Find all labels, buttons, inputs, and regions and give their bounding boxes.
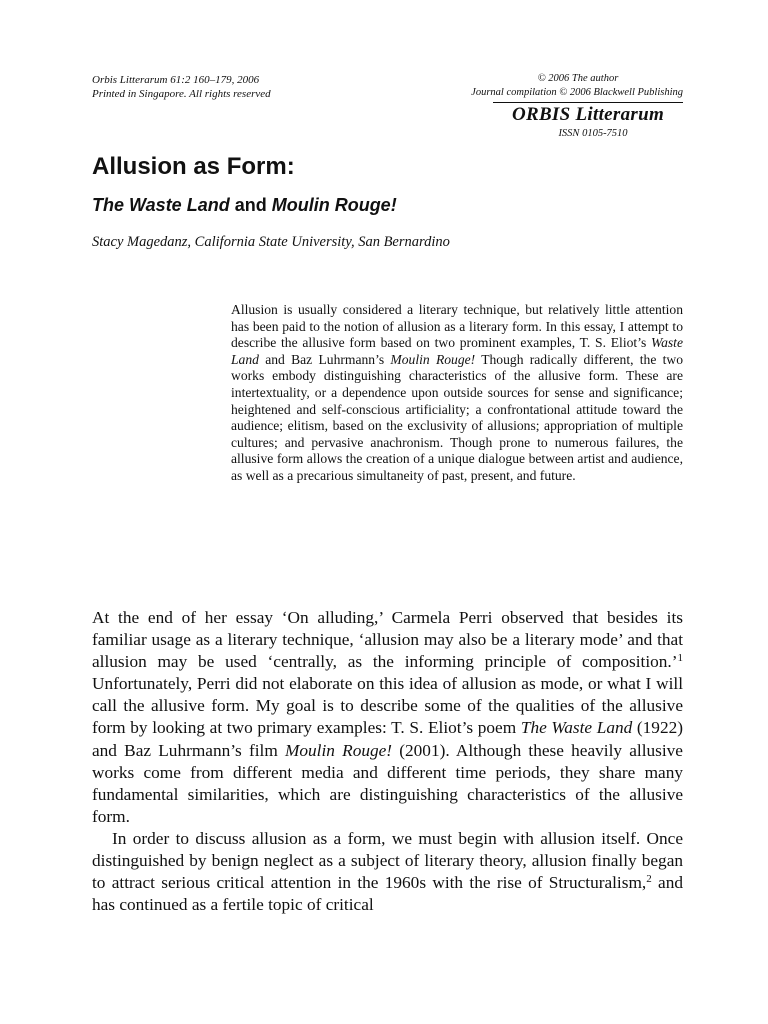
article-subtitle [92, 193, 397, 217]
p1-moulin-rouge: Moulin Rouge! [285, 740, 393, 760]
p1-text-1: At the end of her essay ‘On alluding,’ Carmela Perri observed that besides its familiar usage as a literary technique, ‘allusion may also be a literary mode’ and that allusion may be used ‘centrally, as the informing principle of composition.’ [92, 608, 683, 672]
paragraph-1 [92, 607, 683, 828]
running-header-left [92, 73, 271, 101]
abstract-text-3: Though radically different, the two works embody distinguishing characteristics of the allusive form. These are intertextuality, or a dependence upon outside sources for sense and significance; heightened and self-conscious artificiality; a confrontational attitude toward the audience; elitism, based on the exclusivity of allusions; appropriation of multiple cultures; and pervasive anachronism. Though prone to numerous failures, the allusive form allows the creation of a unique dialogue between artist and audience, as well as a precarious simultaneity of past, present, and future. [231, 351, 684, 483]
printing-notice: Printed in Singapore. All rights reserved [92, 88, 271, 100]
p1-text-3: (1922) and Baz Luhrmann’s film [92, 718, 683, 760]
article-title: Allusion as Form: [92, 153, 295, 180]
body-text [92, 607, 683, 916]
author-copyright: © 2006 The author [537, 73, 619, 84]
subtitle-waste-land: The Waste Land [92, 195, 230, 215]
paragraph-2 [92, 828, 683, 916]
journal-copyright: Journal compilation © 2006 Blackwell Publishing [471, 86, 683, 98]
journal-logo: ORBIS Litterarum [493, 102, 683, 127]
abstract-text-2: and Baz Luhrmann’s [258, 351, 391, 367]
p1-text-2: Unfortunately, Perri did not elaborate on this idea of allusion as mode, or what I will call the allusive form. My goal is to describe some of the qualities of the allusive form by looking at two primary examples: T. S. Eliot’s poem [92, 674, 683, 738]
p1-text-4: (2001). Although these heavily allusive works come from different media and different time periods, they share many fundamental similarities, which are distinguishing characteristics of the allusive form. [92, 740, 683, 826]
abstract-waste-land: Waste Land [231, 335, 683, 367]
author-affiliation: Stacy Magedanz, California State University, San Bernardino [92, 234, 450, 250]
subtitle-moulin-rouge: Moulin Rouge! [271, 195, 397, 215]
p2-text-1: In order to discuss allusion as a form, we must begin with allusion itself. Once distinguished by benign neglect as a subject of literary theory, allusion finally began to attract serious critical attention in the 1960s with the rise of Structuralism, [92, 828, 683, 893]
journal-citation: Orbis Litterarum 61:2 160–179, 2006 [92, 74, 260, 86]
footnote-ref-2[interactable]: 2 [646, 873, 652, 886]
p1-waste-land: The Waste Land [520, 718, 633, 738]
abstract-text-1: Allusion is usually considered a literary technique, but relatively little attention has been paid to the notion of allusion as a literary form. In this essay, I attempt to describe the allusive form based on two prominent examples, T. S. Eliot’s [231, 302, 683, 351]
abstract [231, 302, 683, 485]
footnote-ref-1[interactable]: 1 [677, 652, 683, 665]
subtitle-and: and [229, 195, 272, 215]
running-header-right [413, 72, 683, 140]
p2-text-2: and has continued as a fertile topic of critical [92, 873, 683, 915]
issn: ISSN 0105-7510 [558, 128, 628, 139]
abstract-moulin-rouge: Moulin Rouge! [390, 351, 476, 367]
